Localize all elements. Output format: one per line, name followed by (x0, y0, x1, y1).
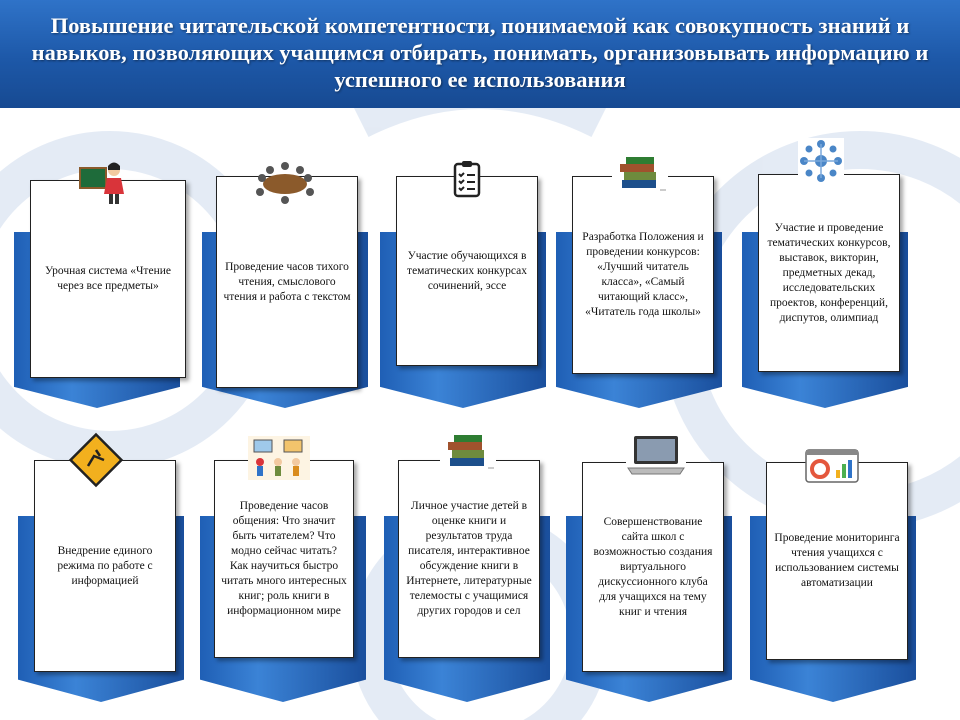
card-text: Проведение часов тихого чтения, смыслового чтения и работа с текстом (223, 260, 351, 303)
card-text: Проведение часов общения: Что значит быть читателем? Что модно сейчас читать? Как научиться быстро читать много интересных книг; роль книги в информационном мире (221, 500, 347, 617)
card-bottom-5 (750, 432, 916, 702)
card-box (572, 176, 714, 374)
card-text: Совершенствование сайта школ с возможностью создания виртуального дискуссионного клуба для учащихся на тему книг и чтения (593, 515, 713, 618)
card-bottom-2 (200, 432, 366, 702)
laptop-icon (626, 432, 686, 480)
card-bottom-4 (566, 432, 732, 702)
card-box (214, 460, 354, 658)
card-text: Участие и проведение тематических конкурсов, выставок, викторин, предметных декад, исследовательских проектов, конференций, диспутов, олимпиад (767, 221, 891, 324)
round-table-meeting-icon (250, 160, 320, 206)
dashboard-chart-icon (804, 448, 860, 484)
card-top-4 (556, 160, 722, 408)
card-box (766, 462, 908, 660)
card-text: Разработка Положения и проведении конкурсов: «Лучший читатель класса», «Самый читающий класс», «Читатель года школы» (582, 231, 704, 318)
card-top-5 (742, 160, 908, 408)
header-banner (0, 0, 960, 108)
card-box (582, 462, 724, 672)
teacher-chalkboard-icon (78, 160, 126, 206)
card-bottom-1 (18, 432, 184, 702)
page-title: Повышение читательской компетентности, понимаемой как совокупность знаний и навыков, позволяющих учащимся отбирать, понимать, организовывать информацию и успешного ее использования (31, 13, 929, 92)
card-text: Личное участие детей в оценке книги и результатов труда писателя, интерактивное обсуждение книги в Интернете, литературные телемосты с учащимися других городов и сел (406, 500, 532, 617)
card-text: Внедрение единого режима по работе с информацией (57, 544, 153, 587)
card-top-2 (202, 160, 368, 408)
card-box (398, 460, 540, 658)
checklist-icon (452, 160, 482, 198)
card-top-1 (14, 160, 180, 408)
network-people-icon (798, 138, 844, 184)
road-sign-icon (68, 432, 124, 488)
books-stack-icon (612, 152, 668, 196)
card-top-3 (380, 160, 546, 408)
card-box (758, 174, 900, 372)
card-box (216, 176, 358, 388)
card-box (34, 460, 176, 672)
card-bottom-3 (384, 432, 550, 702)
card-box (396, 176, 538, 366)
books-stack-icon (440, 430, 496, 474)
card-text: Участие обучающихся в тематических конкурсах сочинений, эссе (407, 249, 527, 292)
card-box (30, 180, 186, 378)
card-text: Проведение мониторинга чтения учащихся с использованием системы автоматизации (774, 532, 900, 589)
card-text: Урочная система «Чтение через все предметы» (45, 265, 171, 292)
classroom-icon (248, 436, 310, 480)
